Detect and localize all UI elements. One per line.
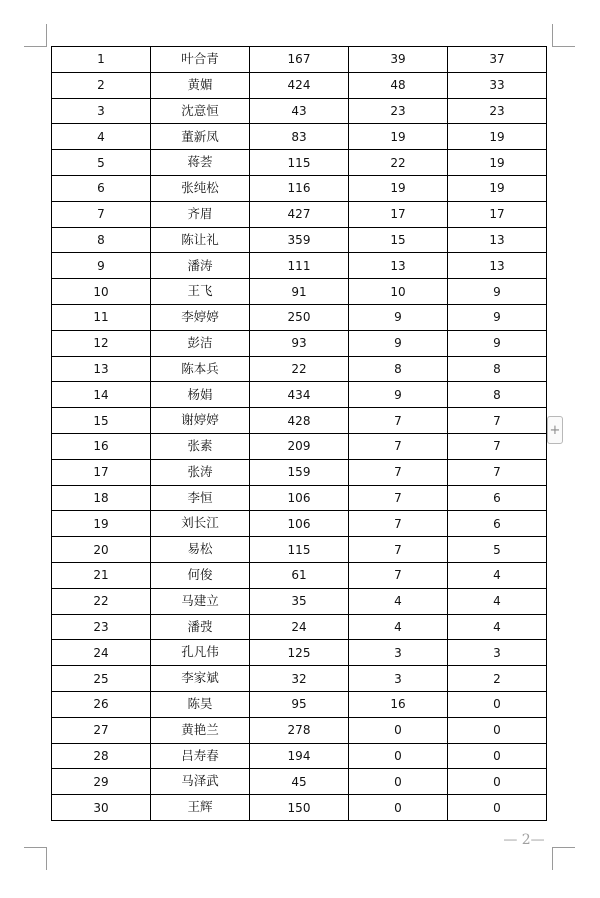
table-cell[interactable]: 张涛 [151,459,250,485]
table-cell[interactable]: 13 [448,227,547,253]
table-cell[interactable]: 4 [349,614,448,640]
table-cell[interactable]: 齐眉 [151,201,250,227]
table-cell[interactable]: 2 [52,72,151,98]
table-cell[interactable]: 19 [448,175,547,201]
table-cell[interactable]: 16 [349,691,448,717]
table-cell[interactable]: 7 [349,485,448,511]
table-row [52,795,547,821]
table-cell[interactable]: 7 [448,459,547,485]
table-cell[interactable]: 26 [52,691,151,717]
table-cell[interactable]: 13 [52,356,151,382]
table-cell[interactable]: 30 [52,795,151,821]
table-cell[interactable]: 19 [349,124,448,150]
table-cell[interactable]: 93 [250,330,349,356]
table-row [52,72,547,98]
table-cell[interactable]: 61 [250,562,349,588]
table-cell[interactable]: 17 [52,459,151,485]
table-cell[interactable]: 91 [250,279,349,305]
table-cell[interactable]: 陈本兵 [151,356,250,382]
table-cell[interactable]: 7 [349,511,448,537]
table-cell[interactable]: 董新凤 [151,124,250,150]
table-cell[interactable]: 张纯松 [151,175,250,201]
table-cell[interactable]: 28 [52,743,151,769]
plus-icon: + [549,423,561,438]
table-cell[interactable]: 8 [448,356,547,382]
table-row [52,537,547,563]
table-cell[interactable]: 35 [250,588,349,614]
table-row [52,356,547,382]
table-cell[interactable]: 0 [448,769,547,795]
table-cell[interactable]: 33 [448,72,547,98]
table-cell[interactable]: 10 [52,279,151,305]
table-row [52,769,547,795]
table-cell[interactable]: 209 [250,433,349,459]
table-cell[interactable]: 434 [250,382,349,408]
table-cell[interactable]: 4 [349,588,448,614]
table-cell[interactable]: 106 [250,511,349,537]
table-cell[interactable]: 359 [250,227,349,253]
table-row [52,588,547,614]
table-cell[interactable]: 17 [448,201,547,227]
table-cell[interactable]: 0 [448,691,547,717]
table-cell[interactable]: 18 [52,485,151,511]
table-row [52,640,547,666]
table-cell[interactable]: 125 [250,640,349,666]
table-cell[interactable]: 马泽武 [151,769,250,795]
table-cell[interactable]: 194 [250,743,349,769]
table-cell[interactable]: 10 [349,279,448,305]
table-cell[interactable]: 17 [349,201,448,227]
table-row [52,743,547,769]
table-cell[interactable]: 43 [250,98,349,124]
table-cell[interactable]: 4 [448,562,547,588]
table-cell[interactable]: 32 [250,666,349,692]
table-cell[interactable]: 吕寿春 [151,743,250,769]
table-row [52,614,547,640]
table-cell[interactable]: 7 [349,562,448,588]
table-cell[interactable]: 3 [52,98,151,124]
table-cell[interactable]: 19 [448,124,547,150]
table-cell[interactable]: 4 [448,588,547,614]
table-cell[interactable]: 8 [448,382,547,408]
table-cell[interactable]: 3 [448,640,547,666]
table-cell[interactable]: 29 [52,769,151,795]
table-row [52,227,547,253]
page-number: — 2— [503,832,545,848]
table-cell[interactable]: 李恒 [151,485,250,511]
table-cell[interactable]: 159 [250,459,349,485]
table-row [52,253,547,279]
table-cell[interactable]: 0 [349,769,448,795]
table-cell[interactable]: 19 [52,511,151,537]
table-row [52,175,547,201]
table-cell[interactable]: 115 [250,537,349,563]
table-cell[interactable]: 15 [349,227,448,253]
table-cell[interactable]: 李家斌 [151,666,250,692]
table-row [52,666,547,692]
table-cell[interactable]: 9 [349,330,448,356]
table-body [52,47,547,821]
table-cell[interactable]: 叶合青 [151,47,250,73]
table-row [52,304,547,330]
table-cell[interactable]: 王辉 [151,795,250,821]
table-row [52,511,547,537]
table-cell[interactable]: 黄艳兰 [151,717,250,743]
table-cell[interactable]: 27 [52,717,151,743]
table-cell[interactable]: 9 [349,304,448,330]
table-cell[interactable]: 7 [349,459,448,485]
table-cell[interactable]: 杨娟 [151,382,250,408]
table-cell[interactable]: 6 [52,175,151,201]
table-cell[interactable]: 8 [52,227,151,253]
table-row [52,382,547,408]
table-cell[interactable]: 23 [448,98,547,124]
table-cell[interactable]: 278 [250,717,349,743]
table-cell[interactable]: 7 [349,408,448,434]
table-cell[interactable]: 2 [448,666,547,692]
table-cell[interactable]: 23 [52,614,151,640]
table-cell[interactable]: 王飞 [151,279,250,305]
table-cell[interactable]: 23 [349,98,448,124]
table-cell[interactable]: 106 [250,485,349,511]
table-cell[interactable]: 孔凡伟 [151,640,250,666]
table-cell[interactable]: 张素 [151,433,250,459]
table-cell[interactable]: 4 [448,614,547,640]
table-cell[interactable]: 13 [349,253,448,279]
table-row [52,150,547,176]
table-cell[interactable]: 111 [250,253,349,279]
crop-mark-bottom-left [24,847,47,870]
table-cell[interactable]: 0 [448,743,547,769]
table-cell[interactable]: 48 [349,72,448,98]
table-cell[interactable]: 7 [349,537,448,563]
table-cell[interactable]: 5 [52,150,151,176]
table-cell[interactable]: 谢婷婷 [151,408,250,434]
table-cell[interactable]: 9 [448,279,547,305]
table-cell[interactable]: 0 [448,795,547,821]
table-row [52,408,547,434]
table-cell[interactable]: 刘长江 [151,511,250,537]
table-cell[interactable]: 潘涛 [151,253,250,279]
crop-mark-top-right [552,24,575,47]
table-cell[interactable]: 4 [52,124,151,150]
table-cell[interactable]: 马建立 [151,588,250,614]
table-cell[interactable]: 22 [250,356,349,382]
table-cell[interactable]: 9 [349,382,448,408]
table-cell[interactable]: 115 [250,150,349,176]
table-cell[interactable]: 0 [349,795,448,821]
table-cell[interactable]: 9 [448,304,547,330]
table-cell[interactable]: 22 [52,588,151,614]
table-cell[interactable]: 11 [52,304,151,330]
table-cell[interactable]: 黄媚 [151,72,250,98]
table-cell[interactable]: 蒋荟 [151,150,250,176]
table-cell[interactable]: 7 [448,433,547,459]
table-cell[interactable]: 428 [250,408,349,434]
table-cell[interactable]: 3 [349,640,448,666]
table-cell[interactable]: 6 [448,485,547,511]
table-cell[interactable]: 陈让礼 [151,227,250,253]
table-cell[interactable]: 7 [349,433,448,459]
table-cell[interactable]: 何俊 [151,562,250,588]
table-cell[interactable]: 12 [52,330,151,356]
table-row [52,279,547,305]
table-cell[interactable]: 24 [52,640,151,666]
table-cell[interactable]: 20 [52,537,151,563]
table-cell[interactable]: 83 [250,124,349,150]
table-cell[interactable]: 15 [52,408,151,434]
table-row [52,124,547,150]
table-cell[interactable]: 150 [250,795,349,821]
table-cell[interactable]: 李婷婷 [151,304,250,330]
table-row [52,691,547,717]
table-cell[interactable]: 5 [448,537,547,563]
table-cell[interactable]: 1 [52,47,151,73]
table-cell[interactable]: 8 [349,356,448,382]
table-cell[interactable]: 21 [52,562,151,588]
table-cell[interactable]: 7 [52,201,151,227]
table-cell[interactable]: 424 [250,72,349,98]
table-cell[interactable]: 0 [448,717,547,743]
table-cell[interactable]: 95 [250,691,349,717]
table-row [52,98,547,124]
table-cell[interactable]: 9 [52,253,151,279]
table-cell[interactable]: 14 [52,382,151,408]
table-cell[interactable]: 6 [448,511,547,537]
table-cell[interactable]: 45 [250,769,349,795]
add-row-button[interactable] [547,416,563,444]
table-cell[interactable]: 陈昊 [151,691,250,717]
table-row [52,433,547,459]
table-cell[interactable]: 7 [448,408,547,434]
table-cell[interactable]: 25 [52,666,151,692]
table-cell[interactable]: 彭洁 [151,330,250,356]
table-cell[interactable]: 潘弢 [151,614,250,640]
table-row [52,459,547,485]
table-cell[interactable]: 3 [349,666,448,692]
table-cell[interactable]: 427 [250,201,349,227]
crop-mark-top-left [24,24,47,47]
table-row [52,717,547,743]
table-cell[interactable]: 沈意恒 [151,98,250,124]
table-cell[interactable]: 167 [250,47,349,73]
table-cell[interactable]: 19 [448,150,547,176]
table-cell[interactable]: 22 [349,150,448,176]
table-cell[interactable]: 易松 [151,537,250,563]
table-cell[interactable]: 0 [349,743,448,769]
data-table [51,46,547,821]
table-cell[interactable]: 250 [250,304,349,330]
table-cell[interactable]: 24 [250,614,349,640]
crop-mark-bottom-right [552,847,575,870]
table-cell[interactable]: 39 [349,47,448,73]
table-cell[interactable]: 116 [250,175,349,201]
table-cell[interactable]: 19 [349,175,448,201]
table-row [52,201,547,227]
table-cell[interactable]: 37 [448,47,547,73]
table-row [52,485,547,511]
table-row [52,330,547,356]
table-cell[interactable]: 13 [448,253,547,279]
table-cell[interactable]: 0 [349,717,448,743]
table-row [52,562,547,588]
table-cell[interactable]: 16 [52,433,151,459]
table-cell[interactable]: 9 [448,330,547,356]
table-row [52,47,547,73]
